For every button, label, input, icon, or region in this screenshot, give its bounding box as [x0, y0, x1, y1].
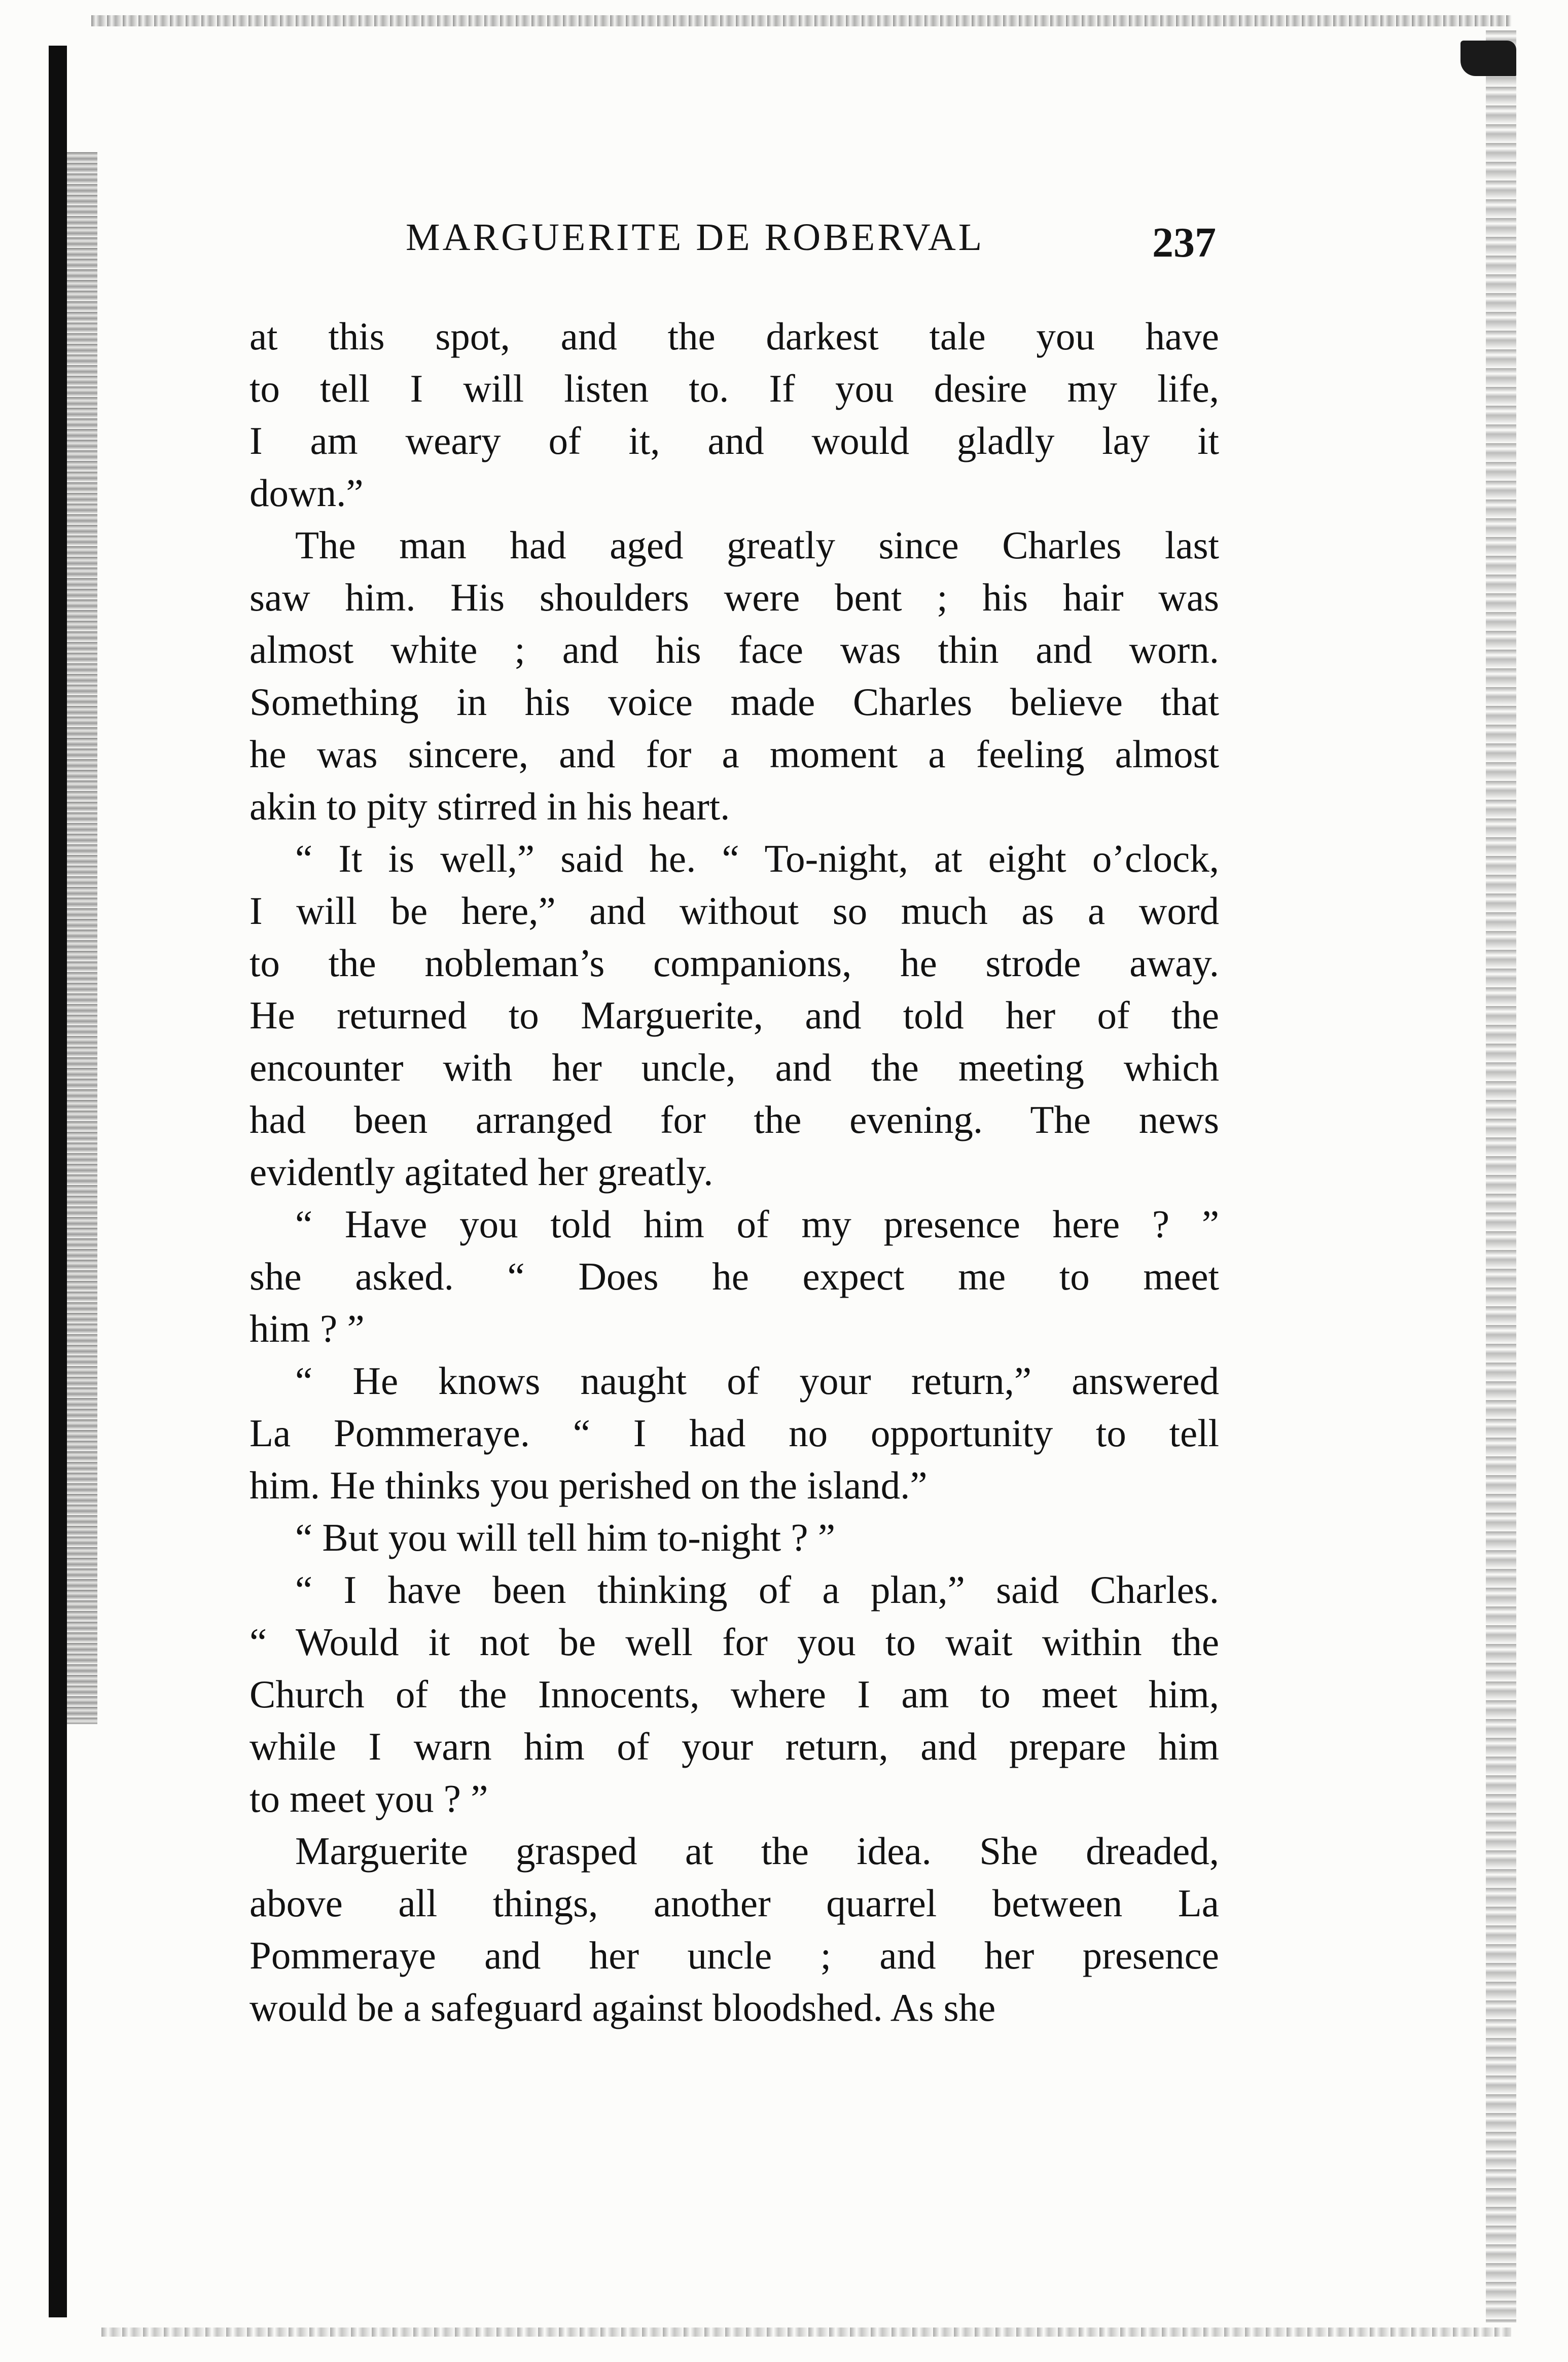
text-line: to meet you ? ” — [250, 1777, 488, 1820]
text-line: almost white ; and his face was thin and worn. — [250, 628, 1219, 671]
text-line: he was sincere, and for a moment a feeling almost — [250, 732, 1219, 776]
text-line: at this spot, and the darkest tale you have — [250, 314, 1219, 358]
body-text — [250, 310, 1219, 2034]
gutter-shading — [67, 152, 97, 1724]
paragraph — [250, 1825, 1219, 2034]
right-page-edge — [1486, 30, 1516, 2322]
text-line: “ It is well,” said he. “ To-night, at eight o’clock, — [295, 837, 1219, 880]
binding-shadow — [49, 46, 67, 2317]
text-line: evidently agitated her greatly. — [250, 1150, 714, 1194]
text-line: Church of the Innocents, where I am to meet him, — [250, 1672, 1219, 1716]
text-line: La Pommeraye. “ I had no opportunity to tell — [250, 1411, 1219, 1455]
text-line: while I warn him of your return, and prepare him — [250, 1725, 1219, 1768]
text-line: encounter with her uncle, and the meeting which — [250, 1046, 1219, 1089]
text-line: I will be here,” and without so much as a word — [250, 889, 1219, 933]
text-line: to the nobleman’s companions, he strode away. — [250, 941, 1219, 985]
text-line: him ? ” — [250, 1307, 365, 1350]
text-line: she asked. “ Does he expect me to meet — [250, 1255, 1219, 1298]
paragraph — [250, 1355, 1219, 1512]
paragraph — [250, 310, 1219, 519]
text-line: akin to pity stirred in his heart. — [250, 784, 730, 828]
bottom-page-edge — [101, 2328, 1511, 2337]
text-line: Pommeraye and her uncle ; and her presence — [250, 1934, 1219, 1977]
text-line: to tell I will listen to. If you desire my life, — [250, 367, 1219, 410]
text-line: had been arranged for the evening. The news — [250, 1098, 1219, 1141]
text-line: Something in his voice made Charles believe that — [250, 680, 1219, 724]
text-line: him. He thinks you perished on the island.” — [250, 1463, 928, 1507]
text-line: would be a safeguard against bloodshed. As she — [250, 1986, 996, 2029]
top-page-edge — [91, 15, 1511, 26]
paragraph — [250, 1512, 1219, 1564]
text-line: The man had aged greatly since Charles last — [295, 523, 1219, 567]
paragraph — [250, 1198, 1219, 1355]
text-line: above all things, another quarrel between La — [250, 1881, 1219, 1925]
page-number: 237 — [1152, 219, 1216, 266]
paragraph — [250, 519, 1219, 833]
text-line: “ Have you told him of my presence here ? ” — [295, 1202, 1219, 1246]
corner-ink-mark — [1460, 41, 1516, 76]
text-line: saw him. His shoulders were bent ; his hair was — [250, 576, 1219, 619]
paragraph — [250, 833, 1219, 1198]
paragraph — [250, 1564, 1219, 1825]
text-line: “ I have been thinking of a plan,” said Charles. — [295, 1568, 1219, 1612]
text-line: Marguerite grasped at the idea. She dreaded, — [295, 1829, 1219, 1873]
text-line: I am weary of it, and would gladly lay it — [250, 419, 1219, 462]
text-line: “ He knows naught of your return,” answered — [295, 1359, 1219, 1403]
text-line: He returned to Marguerite, and told her of the — [250, 993, 1219, 1037]
text-line: “ Would it not be well for you to wait within the — [250, 1620, 1219, 1664]
text-line: “ But you will tell him to-night ? ” — [295, 1516, 836, 1559]
text-line: down.” — [250, 471, 364, 515]
running-head: MARGUERITE DE ROBERVAL — [406, 216, 985, 259]
